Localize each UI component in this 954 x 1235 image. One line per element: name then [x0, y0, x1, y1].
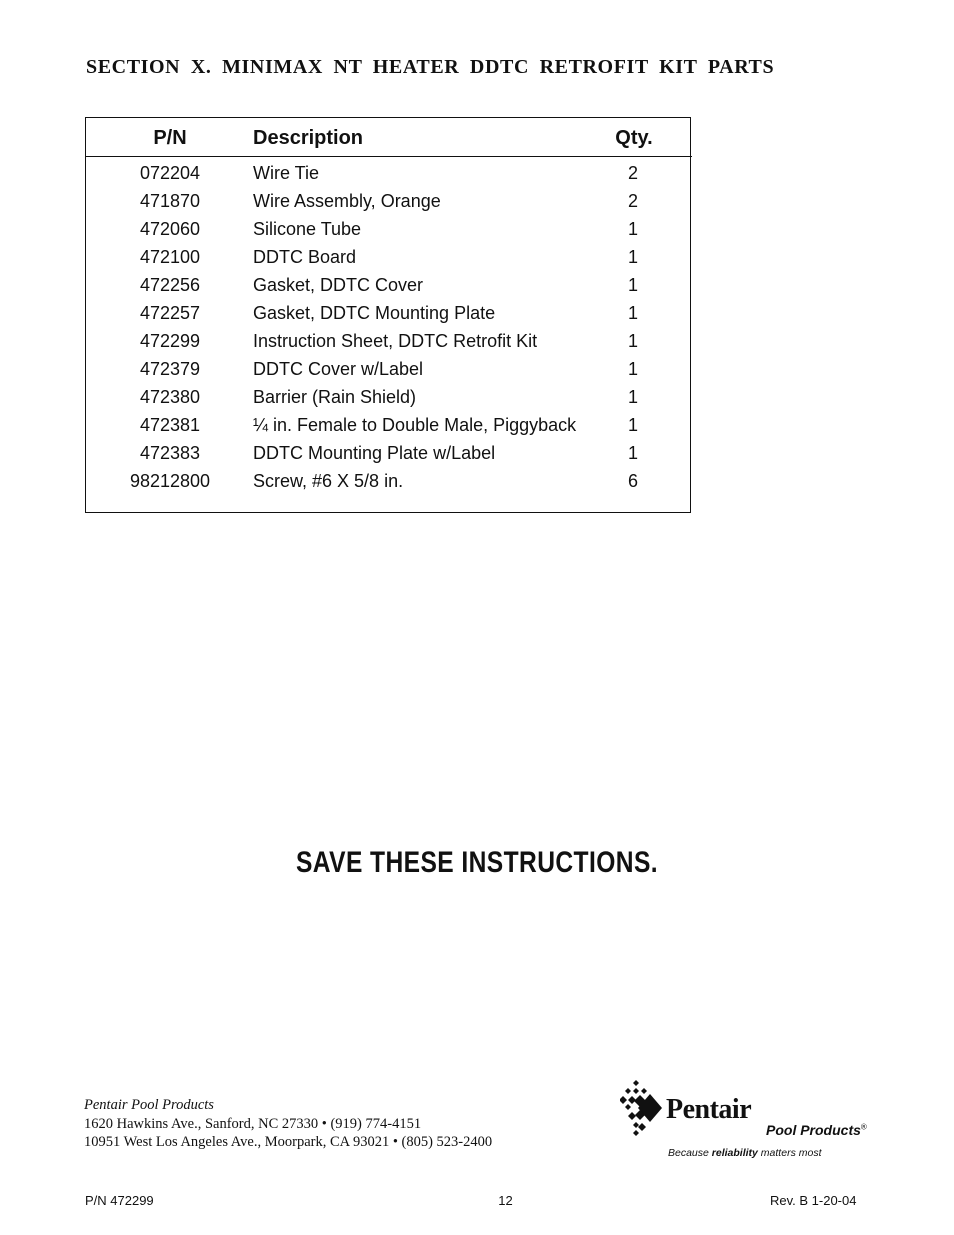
part-number-cell: 472379	[139, 359, 201, 379]
description-cell: Screw, #6 X 5/8 in.	[253, 471, 404, 491]
quantity-cell: 6	[627, 471, 638, 491]
column-header-description: Description	[253, 127, 364, 149]
table-header	[86, 118, 692, 157]
table-row	[86, 300, 692, 328]
part-number-cell: 472381	[139, 415, 201, 435]
logo-tagline: Because reliability matters most	[668, 1147, 822, 1159]
quantity-cell: 1	[627, 443, 638, 463]
description-cell: Gasket, DDTC Cover	[253, 275, 424, 295]
parts-table	[85, 117, 691, 513]
part-number-cell: 472299	[139, 331, 201, 351]
description-cell: DDTC Mounting Plate w/Label	[253, 443, 496, 463]
quantity-cell: 1	[627, 303, 638, 323]
part-number-cell: 472256	[139, 275, 201, 295]
company-name: Pentair Pool Products	[84, 1097, 214, 1113]
footer-part-number: P/N 472299	[85, 1193, 154, 1208]
footer-page-number: 12	[498, 1193, 513, 1208]
address-line-2: 10951 West Los Angeles Ave., Moorpark, CA 93021 • (805) 523-2400	[84, 1134, 493, 1150]
table-row	[86, 272, 692, 300]
quantity-cell: 1	[627, 359, 638, 379]
description-cell: Gasket, DDTC Mounting Plate	[253, 303, 496, 323]
quantity-cell: 1	[627, 387, 638, 407]
part-number-cell: 98212800	[129, 471, 211, 491]
description-cell: Barrier (Rain Shield)	[253, 387, 417, 407]
section-title: SECTION X. MINIMAX NT HEATER DDTC RETROFIT KIT PARTS	[86, 56, 775, 78]
pentair-logo	[620, 1076, 880, 1166]
company-address	[84, 1096, 492, 1152]
table-row	[86, 468, 692, 496]
table-row	[86, 328, 692, 356]
part-number-cell: 472060	[139, 219, 201, 239]
quantity-cell: 1	[627, 415, 638, 435]
pentair-diamond-icon	[620, 1080, 662, 1136]
description-cell: Wire Tie	[253, 163, 320, 183]
description-cell: DDTC Board	[253, 247, 357, 267]
logo-division-text: Pool Products®	[766, 1122, 867, 1138]
table-row	[86, 188, 692, 216]
table-row	[86, 160, 692, 188]
part-number-cell: 472100	[139, 247, 201, 267]
table-row	[86, 244, 692, 272]
quantity-cell: 1	[627, 331, 638, 351]
table-row	[86, 412, 692, 440]
description-cell: DDTC Cover w/Label	[253, 359, 424, 379]
column-header-qty: Qty.	[615, 127, 653, 149]
quantity-cell: 2	[627, 191, 638, 211]
quantity-cell: 1	[627, 247, 638, 267]
part-number-cell: 472257	[139, 303, 201, 323]
logo-brand-text: Pentair	[666, 1094, 752, 1125]
quantity-cell: 2	[627, 163, 638, 183]
description-cell: Instruction Sheet, DDTC Retrofit Kit	[253, 331, 538, 351]
part-number-cell: 472383	[139, 443, 201, 463]
table-row	[86, 216, 692, 244]
description-cell: ¼ in. Female to Double Male, Piggyback	[253, 415, 577, 435]
quantity-cell: 1	[627, 275, 638, 295]
save-instructions-notice: SAVE THESE INSTRUCTIONS.	[295, 846, 659, 879]
table-row	[86, 384, 692, 412]
column-header-pn: P/N	[153, 127, 187, 149]
table-row	[86, 356, 692, 384]
part-number-cell: 471870	[139, 191, 201, 211]
footer-revision: Rev. B 1-20-04	[770, 1193, 857, 1208]
address-line-1: 1620 Hawkins Ave., Sanford, NC 27330 • (919) 774-4151	[84, 1115, 422, 1132]
description-cell: Silicone Tube	[253, 219, 362, 239]
part-number-cell: 072204	[139, 163, 201, 183]
part-number-cell: 472380	[139, 387, 201, 407]
quantity-cell: 1	[627, 219, 638, 239]
description-cell: Wire Assembly, Orange	[253, 191, 441, 211]
table-row	[86, 440, 692, 468]
